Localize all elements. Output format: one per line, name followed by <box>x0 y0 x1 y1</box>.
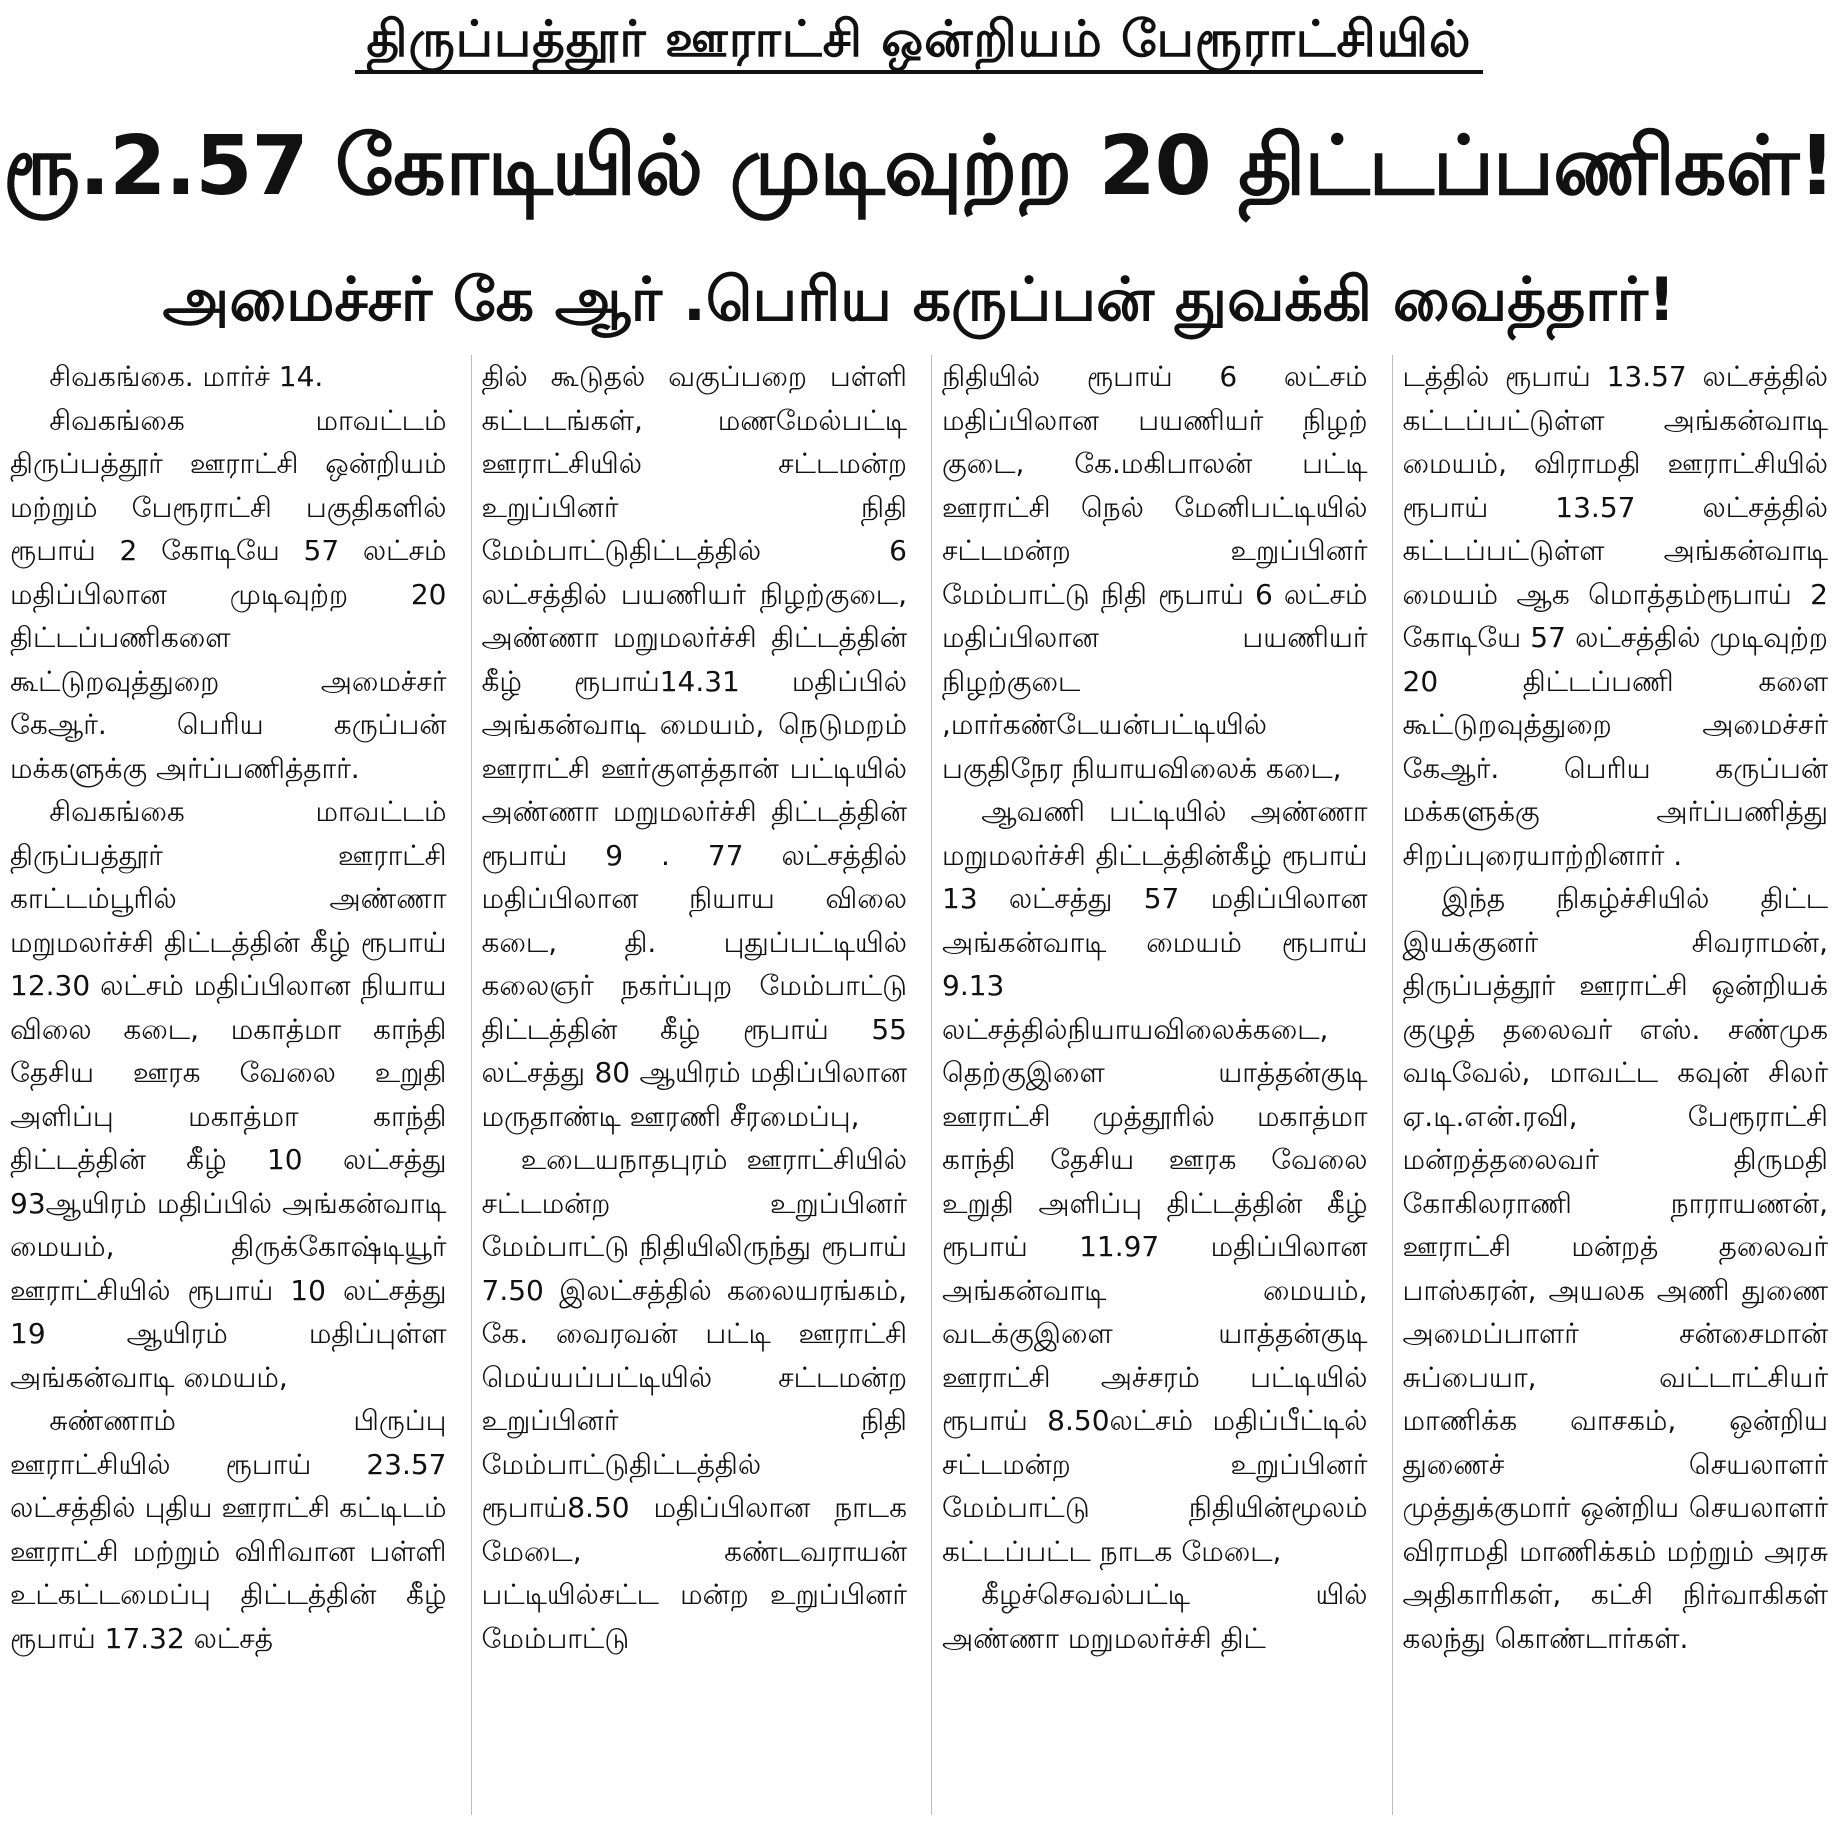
paragraph: உடையநாதபுரம் ஊராட்சியில் சட்டமன்ற உறுப்பினர் மேம்பாட்டு நிதியிலிருந்து ரூபாய் 7.50 இலட்சத்தில் கலையரங்கம், கே. வைரவன் பட்டி ஊராட்சி மெய்யப்பட்டியில் சட்டமன்ற உறுப்பினர் நிதி மேம்பாட்டுதிட்டத்தில் ரூபாய்8.50 மதிப்பிலான நாடக மேடை, கண்டவராயன் பட்டியில்சட்ட மன்ற உறுப்பினர் மேம்பாட்டு <box>481 1143 907 1655</box>
article-column-3 <box>931 355 1368 1815</box>
paragraph: தில் கூடுதல் வகுப்பறை பள்ளி கட்டடங்கள், மணமேல்பட்டி ஊராட்சியில் சட்டமன்ற உறுப்பினர் நிதி மேம்பாட்டுதிட்டத்தில் 6 லட்சத்தில் பயணியர் நிழற்குடை, அண்ணா மறுமலர்ச்சி திட்டத்தின் கீழ் ரூபாய்14.31 மதிப்பில் அங்கன்வாடி மையம், நெடுமறம் ஊராட்சி ஊர்குளத்தான் பட்டியில் அண்ணா மறுமலர்ச்சி திட்டத்தின் ரூபாய் 9 . 77 லட்சத்தில் மதிப்பிலான நியாய விலை கடை, தி. புதுப்பட்டியில் கலைஞர் நகர்ப்புற மேம்பாட்டு திட்டத்தின் கீழ் ரூபாய் 55 லட்சத்து 80 ஆயிரம் மதிப்பிலான மருதாண்டி ஊரணி சீரமைப்பு, <box>481 360 907 1133</box>
paragraph: கீழச்செவல்பட்டி யில் அண்ணா மறுமலர்ச்சி திட் <box>942 1578 1368 1655</box>
headline: ரூ.2.57 கோடியில் முடிவுற்ற 20 திட்டப்பணிகள்! <box>3 119 1835 214</box>
paragraph: டத்தில் ரூபாய் 13.57 லட்சத்தில் கட்டப்பட்டுள்ள அங்கன்வாடி மையம், விராமதி ஊராட்சியில் ரூபாய் 13.57 லட்சத்தில் கட்டப்பட்டுள்ள அங்கன்வாடி மையம் ஆக மொத்தம்ரூபாய் 2 கோடியே 57 லட்சத்தில் முடிவுற்ற 20 திட்டப்பணி களை கூட்டுறவுத்துறை அமைச்சர் கேஆர். பெரிய கருப்பன் மக்களுக்கு அர்ப்பணித்து சிறப்புரையாற்றினார் . <box>1402 360 1828 872</box>
paragraph: ஆவணி பட்டியில் அண்ணா மறுமலர்ச்சி திட்டத்தின்கீழ் ரூபாய் 13 லட்சத்து 57 மதிப்பிலான அங்கன்வாடி மையம் ரூபாய் 9.13 லட்சத்தில்நியாயவிலைக்கடை, தெற்குஇளை யாத்தன்குடி ஊராட்சி முத்தூரில் மகாத்மா காந்தி தேசிய ஊரக வேலை உறுதி அளிப்பு திட்டத்தின் கீழ் ரூபாய் 11.97 மதிப்பிலான அங்கன்வாடி மையம், வடக்குஇளை யாத்தன்குடி ஊராட்சி அச்சரம் பட்டியில் ரூபாய் 8.50லட்சம் மதிப்பீட்டில் சட்டமன்ற உறுப்பினர் மேம்பாட்டு நிதியின்மூலம் கட்டப்பட்ட நாடக மேடை, <box>942 795 1368 1568</box>
paragraph: சிவகங்கை மாவட்டம் திருப்பத்தூர் ஊராட்சி ஒன்றியம் மற்றும் பேரூராட்சி பகுதிகளில் ரூபாய் 2 கோடியே 57 லட்சம் மதிப்பிலான முடிவுற்ற 20 திட்டப்பணிகளை கூட்டுறவுத்துறை அமைச்சர் கேஆர். பெரிய கருப்பன் மக்களுக்கு அர்ப்பணித்தார். <box>10 403 447 785</box>
paragraph: சுண்ணாம் பிருப்பு ஊராட்சியில் ரூபாய் 23.57 லட்சத்தில் புதிய ஊராட்சி கட்டிடம் ஊராட்சி மற்றும் விரிவான பள்ளி உட்கட்டமைப்பு திட்டத்தின் கீழ் ரூபாய் 17.32 லட்சத் <box>10 1404 447 1655</box>
kicker-heading <box>0 4 1838 74</box>
article-column-4 <box>1392 355 1829 1815</box>
subheadline: அமைச்சர் கே ஆர் .பெரிய கருப்பன் துவக்கி வைத்தார்! <box>162 265 1676 335</box>
paragraph: நிதியில் ரூபாய் 6 லட்சம் மதிப்பிலான பயணியர் நிழற் குடை, கே.மகிபாலன் பட்டி ஊராட்சி நெல் மேனிபட்டியில் சட்டமன்ற உறுப்பினர் மேம்பாட்டு நிதி ரூபாய் 6 லட்சம் மதிப்பிலான பயணியர் நிழற்குடை ,மார்கண்டேயன்பட்டியில் பகுதிநேர நியாயவிலைக் கடை, <box>942 360 1368 785</box>
paragraph: இந்த நிகழ்ச்சியில் திட்ட இயக்குனர் சிவராமன், திருப்பத்தூர் ஊராட்சி ஒன்றியக் குழுத் தலைவர் எஸ். சண்முக வடிவேல், மாவட்ட கவுன் சிலர் ஏ.டி.என்.ரவி, பேரூராட்சி மன்றத்தலைவர் திருமதி கோகிலராணி நாராயணன், ஊராட்சி மன்றத் தலைவர் பாஸ்கரன், அயலக அணி துணை அமைப்பாளர் சன்சைமான் சுப்பையா, வட்டாட்சியர் மாணிக்க வாசகம், ஒன்றிய துணைச் செயலாளர் முத்துக்குமார் ஒன்றிய செயலாளர் விராமதி மாணிக்கம் மற்றும் அரசு அதிகாரிகள், கட்சி நிர்வாகிகள் கலந்து கொண்டார்கள். <box>1402 882 1828 1655</box>
article-column-2 <box>471 355 908 1815</box>
article-body <box>10 355 1828 1815</box>
paragraph: சிவகங்கை மாவட்டம் திருப்பத்தூர் ஊராட்சி காட்டம்பூரில் அண்ணா மறுமலர்ச்சி திட்டத்தின் கீழ் ரூபாய் 12.30 லட்சம் மதிப்பிலான நியாய விலை கடை, மகாத்மா காந்தி தேசிய ஊரக வேலை உறுதி அளிப்பு மகாத்மா காந்தி திட்டத்தின் கீழ் 10 லட்சத்து 93ஆயிரம் மதிப்பில் அங்கன்வாடி மையம், திருக்கோஷ்டியூர் ஊராட்சியில் ரூபாய் 10 லட்சத்து 19 ஆயிரம் மதிப்புள்ள அங்கன்வாடி மையம், <box>10 795 447 1394</box>
kicker-text: திருப்பத்தூர் ஊராட்சி ஒன்றியம் பேரூராட்சியில் <box>355 10 1484 74</box>
article-column-1 <box>10 355 447 1815</box>
dateline: சிவகங்கை. மார்ச் 14. <box>49 360 324 393</box>
